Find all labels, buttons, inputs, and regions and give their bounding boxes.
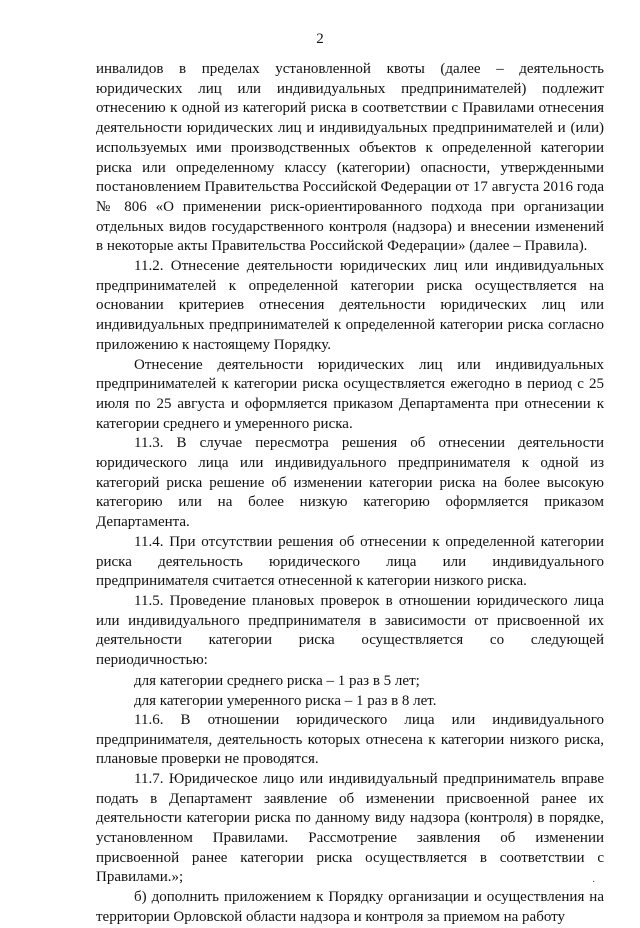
- paragraph-11-4: 11.4. При отсутствии решения об отнесении к определенной категории риска деятельность юридического лица или индивидуального предпринимателя считается отнесенной к категории низкого риска.: [96, 533, 604, 590]
- document-body: [96, 60, 604, 928]
- paragraph-11-2: 11.2. Отнесение деятельности юридических лиц или индивидуальных предпринимателей к определенной категории риска осуществляется на основании критериев отнесения деятельности юридических лиц или индивидуальных предпринимателей к определенной категории риска согласно приложению к настоящему Порядку.: [96, 258, 604, 353]
- paragraph-risk-period: Отнесение деятельности юридических лиц или индивидуальных предпринимателей к категории риска осуществляется ежегодно в период с 25 июля по 25 августа и оформляется приказом Департамента при отнесении к категории среднего и умеренного риска.: [96, 356, 604, 432]
- corner-mark: ·: [592, 877, 596, 888]
- paragraph-11-7: 11.7. Юридическое лицо или индивидуальный предприниматель вправе подать в Департамент заявление об изменении присвоенной ранее их деятельности категории риска по данному виду надзора (контроля) в порядке, установленном Правилами. Рассмотрение заявления об изменении присвоенной ранее категории риска осуществляется в соответствии с Правилами.»;: [96, 770, 604, 886]
- paragraph-b-appendix: б) дополнить приложением к Порядку организации и осуществления на территории Орловской области надзора и контроля за приемом на работу: [96, 889, 604, 925]
- list-item-medium-risk: для категории среднего риска – 1 раз в 5 лет;: [134, 672, 420, 689]
- list-item-moderate-risk: для категории умеренного риска – 1 раз в 8 лет.: [134, 692, 437, 709]
- page-number: 2: [316, 31, 324, 47]
- paragraph-11-3: 11.3. В случае пересмотра решения об отнесении деятельности юридического лица или индивидуального предпринимателя к одной из категорий риска решение об изменении категории риска на более высокую категорию или на более низкую категорию оформляется приказом Департамента.: [96, 435, 604, 531]
- paragraph-intro: инвалидов в пределах установленной квоты (далее – деятельность юридических лиц или индивидуальных предпринимателей) подлежит отнесению к одной из категорий риска в соответствии с Правилами отнесения деятельности юридических лиц и индивидуальных предпринимателей и (или) используемых ими производственных объектов к определенной категории риска или определенному классу (категории) опасности, утвержденными постановлением Правительства Российской Федерации от 17 августа 2016 года № 806 «О применении риск-ориентированного подхода при организации отдельных видов государственного контроля (надзора) и внесении изменений в некоторые акты Правительства Российской Федерации» (далее – Правила).: [96, 61, 604, 255]
- paragraph-11-6: 11.6. В отношении юридического лица или индивидуального предпринимателя, деятельность которых отнесена к категории низкого риска, плановые проверки не проводятся.: [96, 711, 604, 768]
- paragraph-11-5: 11.5. Проведение плановых проверок в отношении юридического лица или индивидуального предпринимателя в зависимости от присвоенной их деятельности категории риска осуществляется со следующей периодичностью:: [96, 592, 604, 669]
